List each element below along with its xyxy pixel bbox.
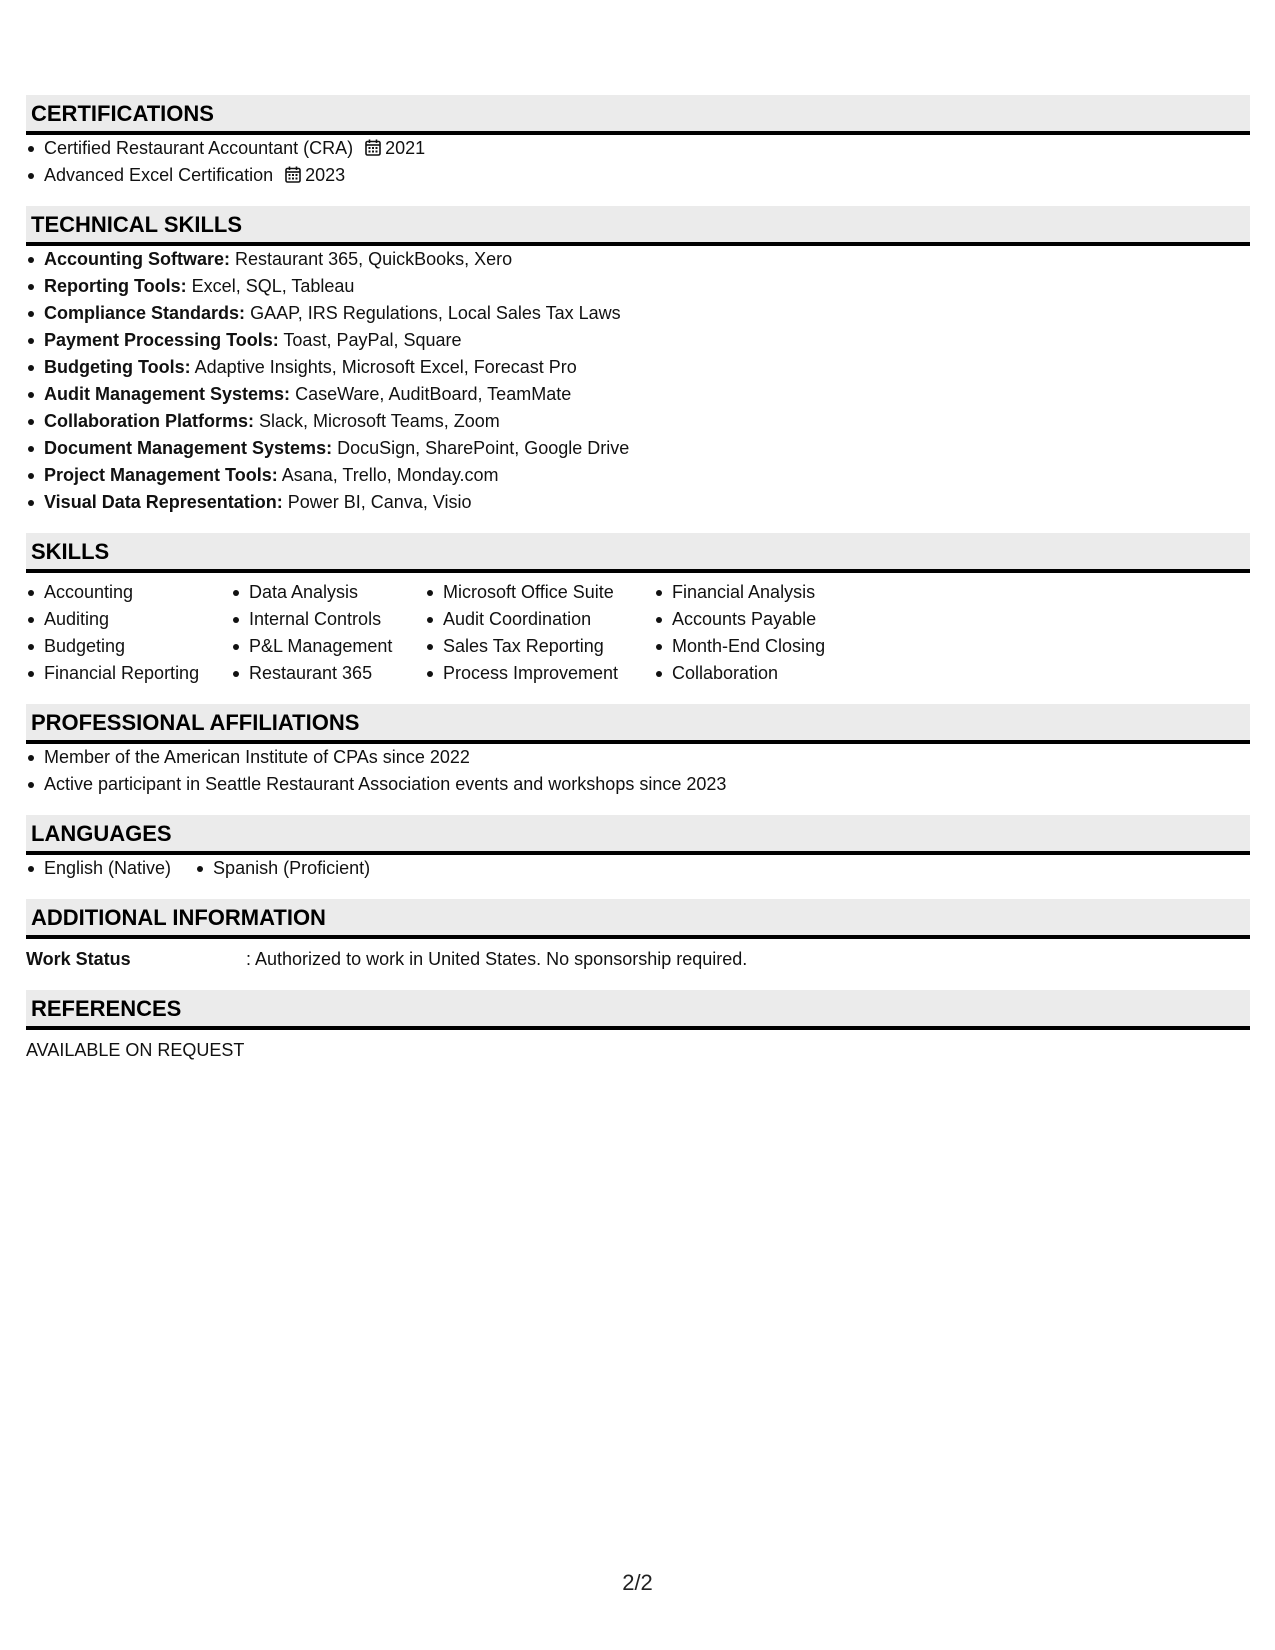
list-item (26, 489, 1250, 516)
skill-values: Adaptive Insights, Microsoft Excel, Forecast Pro (194, 357, 577, 377)
skills-grid (26, 579, 1250, 687)
skill-category: Audit Management Systems: (44, 384, 291, 404)
list-item (26, 300, 1250, 327)
calendar-icon (285, 164, 301, 191)
list-item: Restaurant 365 (231, 660, 401, 687)
list-item: P&L Management (231, 633, 401, 660)
skills-column (26, 579, 207, 687)
list-item: Spanish (Proficient) (195, 855, 370, 882)
technical-skills-list (26, 246, 1250, 516)
list-item (26, 162, 1250, 189)
list-item (26, 381, 1250, 408)
skill-values: Excel, SQL, Tableau (191, 276, 355, 296)
certification-name: Advanced Excel Certification (44, 165, 274, 185)
resume-page (26, 95, 1250, 1064)
list-item: Accounts Payable (654, 606, 825, 633)
skill-category: Project Management Tools: (44, 465, 278, 485)
list-item (26, 273, 1250, 300)
list-item (26, 135, 1250, 162)
skills-heading: SKILLS (26, 533, 1250, 573)
list-item: Financial Analysis (654, 579, 825, 606)
work-status-row (26, 945, 1250, 973)
skill-values: GAAP, IRS Regulations, Local Sales Tax Laws (250, 303, 621, 323)
list-item: Audit Coordination (425, 606, 630, 633)
languages-list (26, 855, 1250, 882)
skills-column (231, 579, 401, 687)
skill-category: Accounting Software: (44, 249, 231, 269)
certification-year: 2021 (385, 138, 426, 158)
skill-values: Power BI, Canva, Visio (287, 492, 472, 512)
list-item: English (Native) (26, 855, 171, 882)
languages-heading: LANGUAGES (26, 815, 1250, 855)
skill-category: Document Management Systems: (44, 438, 333, 458)
list-item: Month-End Closing (654, 633, 825, 660)
list-item: Budgeting (26, 633, 207, 660)
list-item (26, 246, 1250, 273)
skill-category: Compliance Standards: (44, 303, 246, 323)
additional-info-heading: ADDITIONAL INFORMATION (26, 899, 1250, 939)
skill-values: Toast, PayPal, Square (283, 330, 462, 350)
list-item (26, 327, 1250, 354)
skill-values: Restaurant 365, QuickBooks, Xero (235, 249, 513, 269)
skill-values: Asana, Trello, Monday.com (281, 465, 499, 485)
work-status-label: Work Status (26, 949, 131, 969)
work-status-value: : Authorized to work in United States. No sponsorship required. (246, 949, 748, 969)
skill-category: Visual Data Representation: (44, 492, 283, 512)
list-item (26, 354, 1250, 381)
skill-category: Collaboration Platforms: (44, 411, 255, 431)
list-item: Auditing (26, 606, 207, 633)
list-item: Sales Tax Reporting (425, 633, 630, 660)
list-item: Accounting (26, 579, 207, 606)
list-item (26, 408, 1250, 435)
affiliations-heading: PROFESSIONAL AFFILIATIONS (26, 704, 1250, 744)
certification-name: Certified Restaurant Accountant (CRA) (44, 138, 354, 158)
list-item: Microsoft Office Suite (425, 579, 630, 606)
skill-values: CaseWare, AuditBoard, TeamMate (295, 384, 572, 404)
list-item (26, 462, 1250, 489)
affiliations-list (26, 744, 1250, 798)
list-item: Collaboration (654, 660, 825, 687)
page-number: 2/2 (622, 1570, 653, 1595)
list-item: Member of the American Institute of CPAs since 2022 (26, 744, 1250, 771)
references-text: AVAILABLE ON REQUEST (26, 1040, 245, 1060)
list-item: Active participant in Seattle Restaurant Association events and workshops since 2023 (26, 771, 1250, 798)
certification-year: 2023 (305, 165, 346, 185)
certifications-heading: CERTIFICATIONS (26, 95, 1250, 135)
certifications-list (26, 135, 1250, 189)
list-item (26, 435, 1250, 462)
references-heading: REFERENCES (26, 990, 1250, 1030)
calendar-icon (365, 137, 381, 164)
list-item: Data Analysis (231, 579, 401, 606)
list-item: Internal Controls (231, 606, 401, 633)
skills-column (425, 579, 630, 687)
skill-category: Budgeting Tools: (44, 357, 191, 377)
list-item: Process Improvement (425, 660, 630, 687)
skills-column (654, 579, 825, 687)
technical-skills-heading: TECHNICAL SKILLS (26, 206, 1250, 246)
list-item: Financial Reporting (26, 660, 207, 687)
skill-values: DocuSign, SharePoint, Google Drive (337, 438, 630, 458)
skill-values: Slack, Microsoft Teams, Zoom (259, 411, 500, 431)
skill-category: Reporting Tools: (44, 276, 187, 296)
skill-category: Payment Processing Tools: (44, 330, 279, 350)
